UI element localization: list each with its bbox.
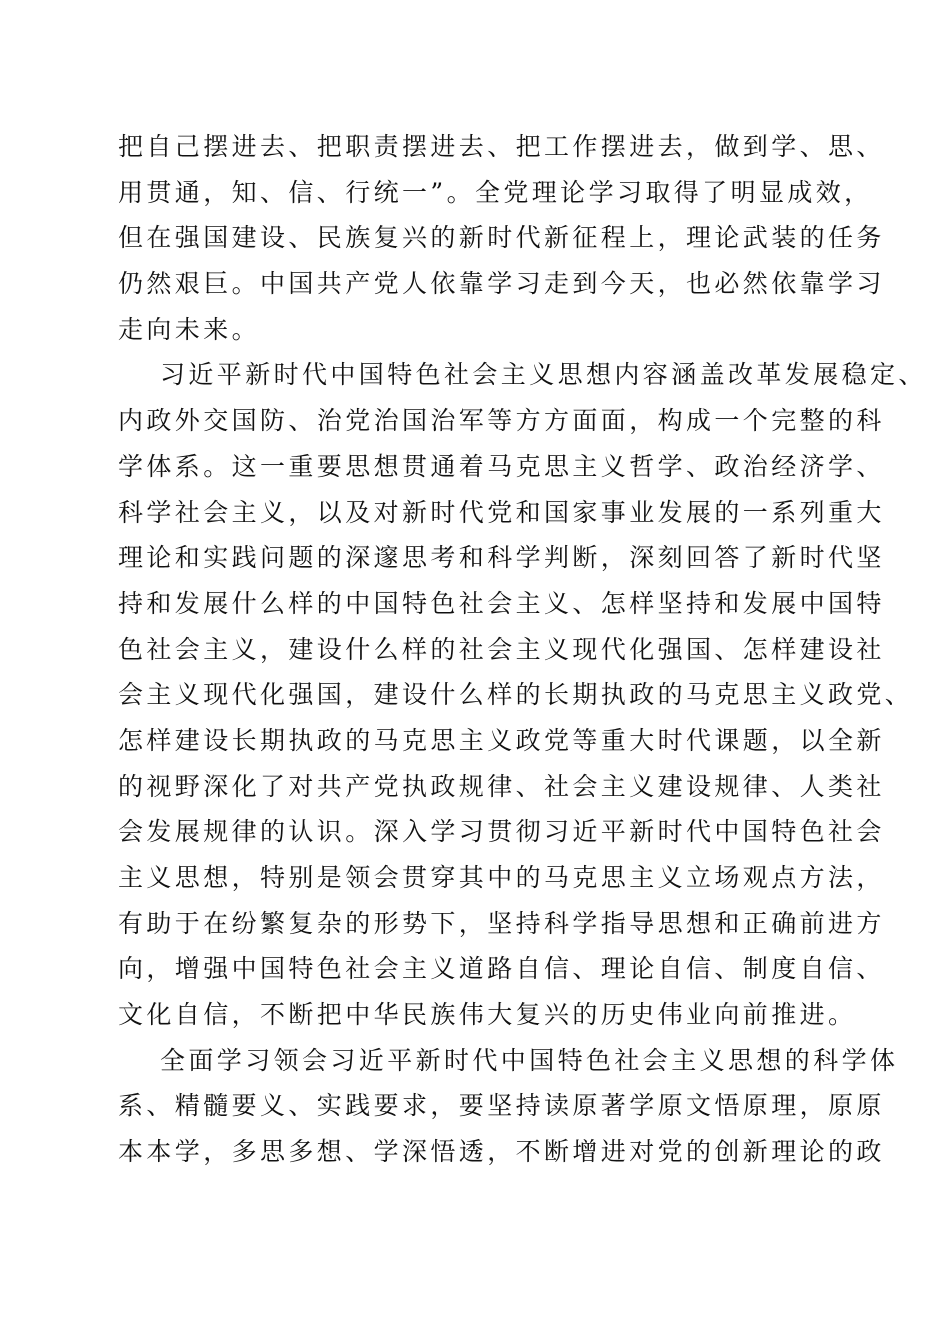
text-line: 持和发展什么样的中国特色社会主义、怎样坚持和发展中国特 — [118, 588, 885, 618]
text-line: 怎样建设长期执政的马克思主义政党等重大时代课题，以全新 — [118, 725, 885, 755]
text-line: 仍然艰巨。中国共产党人依靠学习走到今天，也必然依靠学习 — [118, 269, 885, 299]
text-line: 用贯通，知、信、行统一”。全党理论学习取得了明显成效， — [118, 177, 873, 207]
text-line: 文化自信，不断把中华民族伟大复兴的历史伟业向前推进。 — [118, 1000, 857, 1030]
text-line: 向，增强中国特色社会主义道路自信、理论自信、制度自信、 — [118, 954, 885, 984]
text-line: 内政外交国防、治党治国治军等方方面面，构成一个完整的科 — [118, 406, 885, 436]
text-line: 会发展规律的认识。深入学习贯彻习近平新时代中国特色社会 — [118, 817, 885, 847]
text-line: 学体系。这一重要思想贯通着马克思主义哲学、政治经济学、 — [118, 451, 885, 481]
text-line: 的视野深化了对共产党执政规律、社会主义建设规律、人类社 — [118, 771, 885, 801]
text-line: 走向未来。 — [118, 314, 261, 344]
text-line: 有助于在纷繁复杂的形势下，坚持科学指导思想和正确前进方 — [118, 908, 885, 938]
document-body — [118, 124, 927, 1175]
paragraph-1 — [118, 124, 885, 352]
text-line: 主义思想，特别是领会贯穿其中的马克思主义立场观点方法， — [118, 863, 885, 892]
paragraph-3 — [118, 1038, 899, 1175]
paragraph-2 — [118, 352, 927, 1037]
text-line: 科学社会主义，以及对新时代党和国家事业发展的一系列重大 — [118, 497, 885, 527]
text-line: 本本学，多思多想、学深悟透，不断增进对党的创新理论的政 — [118, 1137, 885, 1167]
text-line: 但在强国建设、民族复兴的新时代新征程上，理论武装的任务 — [118, 223, 885, 253]
text-line: 全面学习领会习近平新时代中国特色社会主义思想的科学体 — [160, 1045, 899, 1075]
text-line: 习近平新时代中国特色社会主义思想内容涵盖改革发展稳定、 — [160, 360, 927, 390]
text-line: 理论和实践问题的深邃思考和科学判断，深刻回答了新时代坚 — [118, 543, 885, 573]
text-line: 会主义现代化强国，建设什么样的长期执政的马克思主义政党、 — [118, 680, 914, 710]
text-line: 把自己摆进去、把职责摆进去、把工作摆进去，做到学、思、 — [118, 132, 885, 161]
text-line: 系、精髓要义、实践要求，要坚持读原著学原文悟原理，原原 — [118, 1091, 885, 1121]
text-line: 色社会主义，建设什么样的社会主义现代化强国、怎样建设社 — [118, 634, 885, 664]
